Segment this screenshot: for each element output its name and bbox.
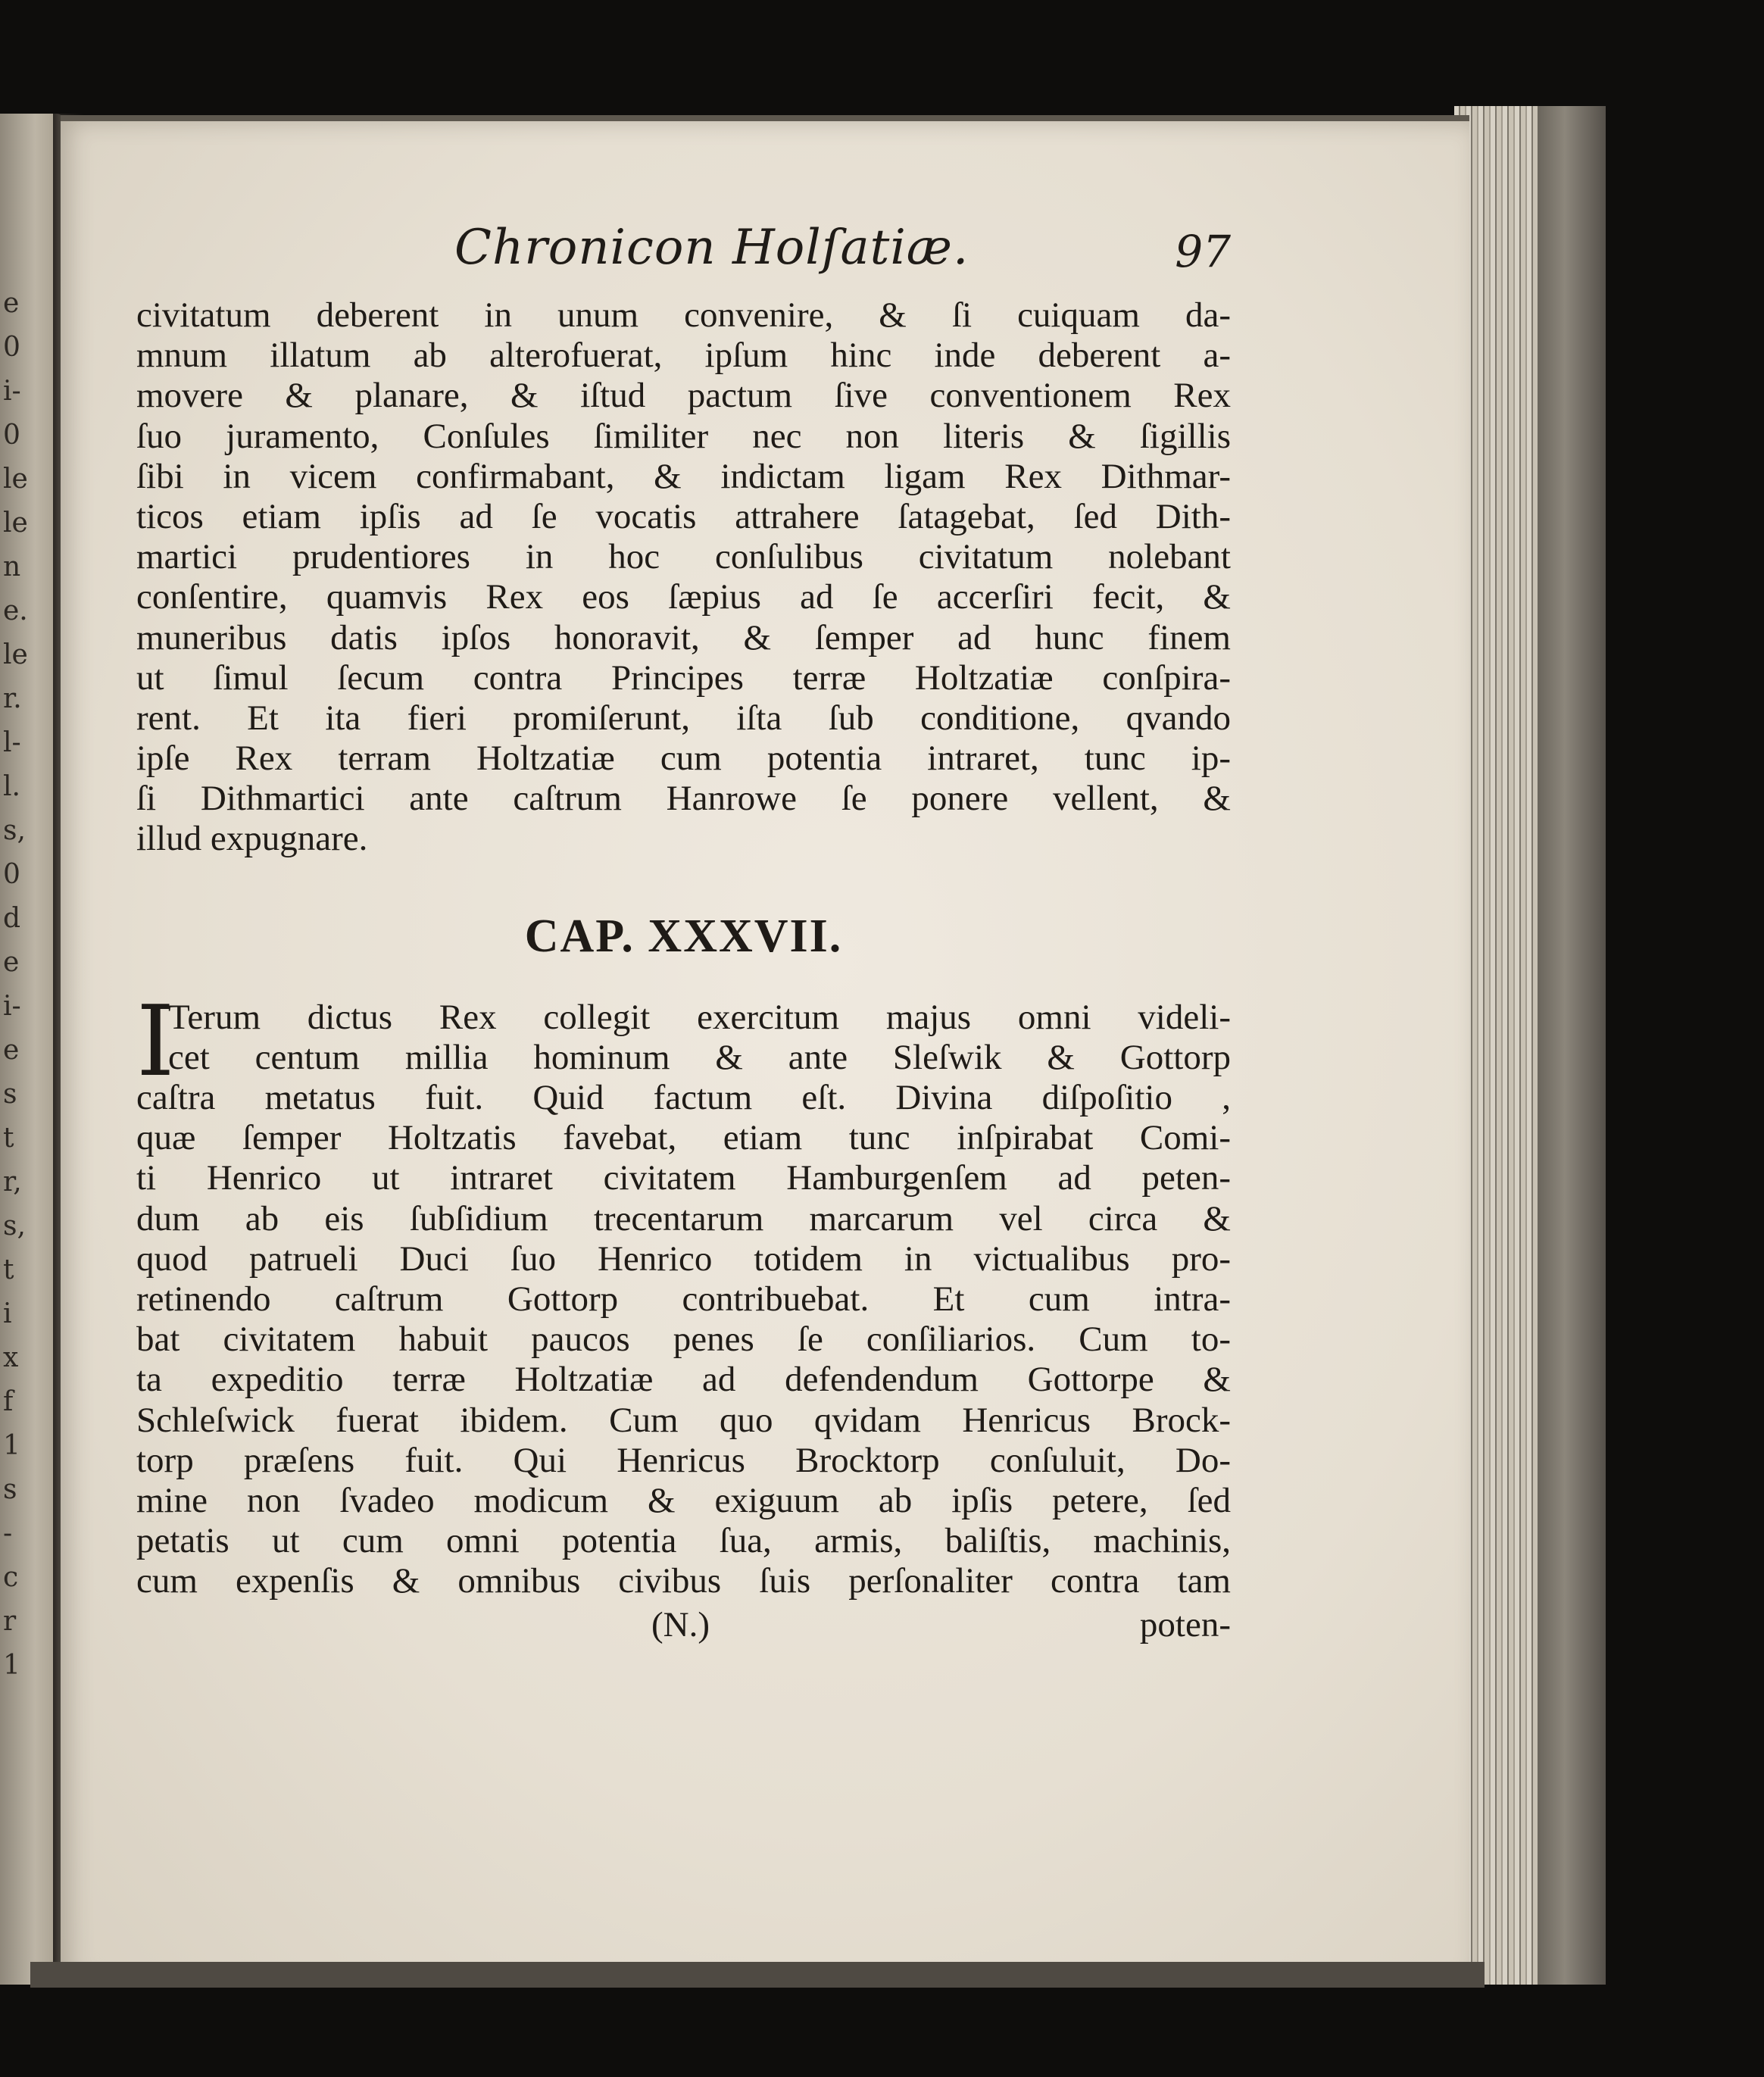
text-line: mnum illatum ab alterofuerat, ipſum hinc inde deberent a- (136, 336, 1231, 376)
left-page-glyph: d (3, 903, 21, 934)
left-page-glyph: t (3, 1123, 14, 1154)
left-page-glyph: r, (3, 1167, 22, 1198)
left-page-glyph: r. (3, 683, 22, 714)
text-line: ſuo juramento, Conſules ſimiliter nec non literis & ſigillis (136, 416, 1231, 456)
paragraph-1 (136, 295, 1231, 860)
left-page-glyph: e. (3, 595, 28, 626)
text-line: ipſe Rex terram Holtzatiæ cum potentia intraret, tunc ip- (136, 739, 1231, 779)
running-title: Chronicon Holſatiæ. (454, 220, 969, 276)
left-page-glyph: s, (3, 815, 26, 846)
left-page-glyph: l. (3, 771, 20, 802)
chapter-heading: CAP. XXXVII. (524, 910, 843, 962)
left-page-glyph: i (3, 1298, 12, 1329)
catchword: poten- (1139, 1605, 1231, 1645)
left-page-glyph: s, (3, 1210, 26, 1242)
left-page-glyph: 1 (3, 1430, 20, 1461)
text-line: petatis ut cum omni potentia ſua, armis, baliſtis, machinis, (136, 1521, 1231, 1561)
text-line: dum ab eis ſubſidium trecentarum marcarum vel circa & (136, 1198, 1231, 1238)
text-line: Schleſwick fuerat ibidem. Cum quo qvidam Henricus Brock- (136, 1400, 1231, 1440)
left-page-glyph: - (3, 1518, 13, 1549)
drop-cap: I (136, 985, 175, 1098)
signature-mark: (N.) (651, 1605, 710, 1645)
left-page-glyph: e (3, 288, 20, 319)
text-line: rent. Et ita fieri promiſerunt, iſta ſub conditione, qvando (136, 698, 1231, 738)
text-line: torp præſens fuit. Qui Henricus Brocktorp conſuluit, Do- (136, 1440, 1231, 1480)
left-page-glyph: s (3, 1474, 17, 1505)
left-page-glyph: 0 (3, 420, 20, 451)
text-line: Terum dictus Rex collegit exercitum majus omni videli- (168, 997, 1231, 1037)
text-line: ta expeditio terræ Holtzatiæ ad defendendum Gottorpe & (136, 1360, 1231, 1400)
page-number: 97 (1175, 226, 1231, 277)
left-page-glyph: i- (3, 991, 21, 1022)
left-page-glyph: n (3, 551, 21, 582)
left-page-glyph: f (3, 1386, 14, 1417)
text-line: ti Henrico ut intraret civitatem Hamburgenſem ad peten- (136, 1158, 1231, 1198)
page-text-block (136, 220, 1231, 1648)
text-line: civitatum deberent in unum convenire, & ſi cuiquam da- (136, 295, 1231, 335)
left-page-glyph: i- (3, 376, 21, 407)
text-line: ticos etiam ipſis ad ſe vocatis attrahere ſatagebat, ſed Dith- (136, 496, 1231, 536)
left-page-glyph: e (3, 1035, 20, 1066)
text-line: illud expugnare. (136, 819, 368, 859)
left-page-glyph: s (3, 1079, 17, 1110)
text-line: bat civitatem habuit paucos penes ſe conſiliarios. Cum to- (136, 1320, 1231, 1360)
left-page-glyph: le (3, 639, 28, 670)
text-line: muneribus datis ipſos honoravit, & ſemper ad hunc finem (136, 617, 1231, 657)
left-page-glyph: 1 (3, 1650, 20, 1681)
left-page-glyph: le (3, 508, 28, 539)
left-page-glyph: 0 (3, 332, 20, 363)
page-footer (136, 1601, 1231, 1648)
left-page-glyph: l- (3, 727, 21, 758)
page-header (136, 220, 1231, 295)
text-line: cum expenſis & omnibus civibus ſuis perſonaliter contra tam (136, 1561, 1231, 1601)
page-bottom-shadow (30, 1962, 1485, 1988)
text-line: quæ ſemper Holtzatis favebat, etiam tunc inſpirabat Comi- (136, 1118, 1231, 1158)
left-page-glyph: r (3, 1606, 17, 1637)
left-page-glyph: e (3, 947, 20, 978)
paragraph-2 (136, 985, 1231, 1602)
text-line: caſtra metatus fuit. Quid factum eſt. Divina diſpoſitio , (136, 1078, 1231, 1117)
text-line: ſi Dithmartici ante caſtrum Hanrowe ſe ponere vellent, & (136, 779, 1231, 819)
left-page-glyph: x (3, 1342, 19, 1373)
text-line: movere & planare, & iſtud pactum ſive conventionem Rex (136, 376, 1231, 416)
book-cover-edge (1538, 106, 1606, 1985)
text-line: retinendo caſtrum Gottorp contribuebat. Et cum intra- (136, 1279, 1231, 1319)
left-page-glyph: 0 (3, 859, 20, 890)
text-line: martici prudentiores in hoc conſulibus civitatum nolebant (136, 537, 1231, 577)
text-line: cet centum millia hominum & ante Sleſwik & Gottorp (168, 1037, 1231, 1077)
text-line: ut ſimul ſecum contra Principes terræ Holtzatiæ conſpira- (136, 657, 1231, 698)
text-line: quod patrueli Duci ſuo Henrico totidem in victualibus pro- (136, 1238, 1231, 1279)
left-page-glyph: t (3, 1254, 14, 1285)
text-line: conſentire, quamvis Rex eos ſæpius ad ſe accerſiri fecit, & (136, 577, 1231, 617)
text-line: ſibi in vicem confirmabant, & indictam ligam Rex Dithmar- (136, 456, 1231, 496)
left-page-glyph: c (3, 1562, 19, 1593)
left-page-glyph: le (3, 464, 28, 495)
text-line: mine non ſvadeo modicum & exiguum ab ipſis petere, ſed (136, 1480, 1231, 1520)
